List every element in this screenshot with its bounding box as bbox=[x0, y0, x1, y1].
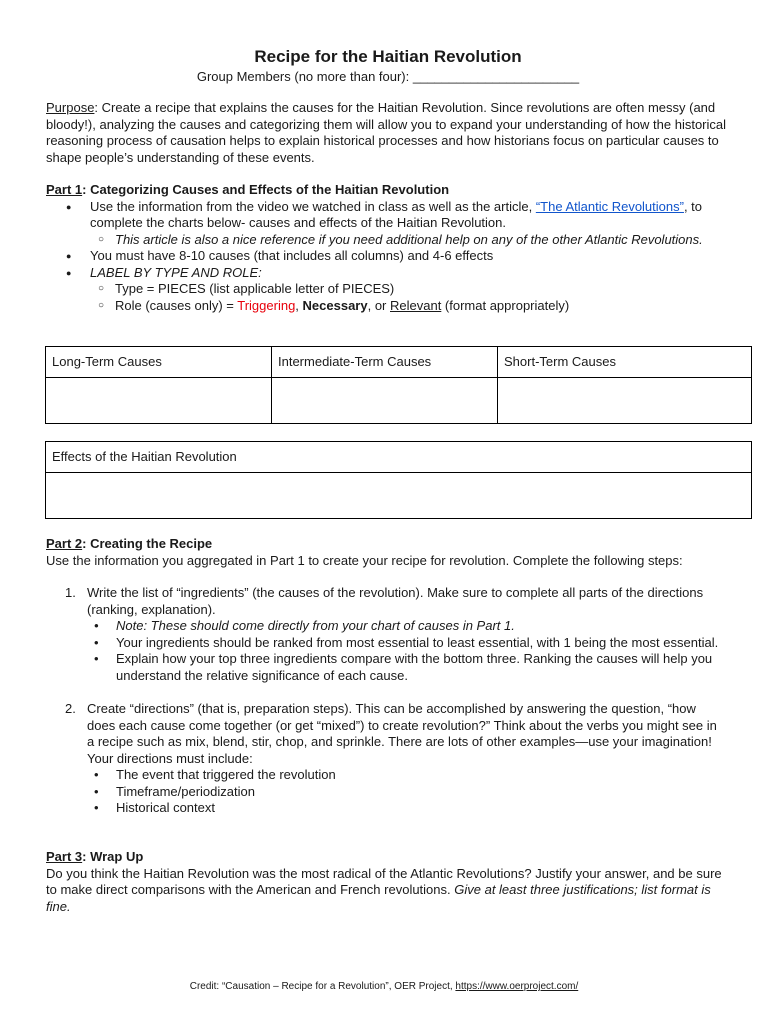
step-2-bullets bbox=[87, 767, 726, 817]
part1-bullet-article bbox=[90, 199, 726, 249]
type-subbullet: ○ Type = PIECES (list applicable letter of PIECES) bbox=[115, 281, 726, 298]
step-1-bullets bbox=[87, 618, 726, 684]
long-term-header: Long-Term Causes bbox=[46, 347, 272, 378]
part2-steps bbox=[46, 585, 726, 817]
part1-subbullets bbox=[90, 232, 726, 249]
part1-sub-reference: ○ This article is also a nice reference if you need additional help on any of the other Atlantic Revolutions. bbox=[115, 232, 726, 249]
purpose-paragraph bbox=[46, 100, 726, 166]
step-number: 1. bbox=[65, 585, 76, 600]
part1-heading-text: : Categorizing Causes and Effects of the Haitian Revolution bbox=[82, 182, 450, 197]
part1-bullet-label bbox=[90, 265, 726, 315]
effects-table bbox=[45, 441, 752, 519]
role-necessary: Necessary bbox=[302, 297, 368, 313]
part3-instruction: Give at least three justifications; list format is fine. bbox=[46, 882, 711, 914]
short-term-cell[interactable] bbox=[498, 378, 752, 424]
separator: , bbox=[295, 297, 303, 313]
step-1-explain: • Explain how your top three ingredients compare with the bottom three. Ranking the causes will help you understand the relative significance of each cause. bbox=[116, 651, 726, 684]
part2-heading bbox=[46, 536, 726, 553]
part1-heading bbox=[46, 182, 726, 199]
role-relevant: Relevant bbox=[390, 297, 442, 313]
intermediate-term-cell[interactable] bbox=[272, 378, 498, 424]
part1-label: Part 1 bbox=[46, 182, 83, 197]
steps-list bbox=[46, 585, 726, 817]
causes-input-row bbox=[46, 378, 752, 424]
step-2-trigger: • The event that triggered the revolution bbox=[116, 767, 726, 784]
atlantic-revolutions-link[interactable]: “The Atlantic Revolutions” bbox=[535, 198, 684, 214]
part2-intro: Use the information you aggregated in Part 1 to create your recipe for revolution. Complete the following steps: bbox=[46, 552, 683, 568]
step-2-timeframe: • Timeframe/periodization bbox=[116, 784, 726, 801]
part3-text bbox=[46, 866, 726, 916]
effects-cell[interactable] bbox=[46, 473, 752, 519]
part2-section bbox=[46, 536, 726, 569]
step-2-context: • Historical context bbox=[116, 800, 726, 817]
step-number: 2. bbox=[65, 701, 76, 716]
intermediate-term-header: Intermediate-Term Causes bbox=[272, 347, 498, 378]
role-prefix: Role (causes only) = bbox=[115, 297, 238, 313]
label-instruction: LABEL BY TYPE AND ROLE: bbox=[90, 264, 262, 280]
step-1-text: Write the list of “ingredients” (the causes of the revolution). Make sure to complete all parts of the directions (ranking, explanation). bbox=[87, 585, 704, 617]
role-triggering: Triggering bbox=[237, 297, 296, 313]
purpose-label: Purpose bbox=[46, 100, 95, 115]
bullet-text: , to complete the charts below- causes and effects of the Haitian Revolution. bbox=[90, 198, 703, 230]
oer-project-link[interactable]: https://www.oerproject.com/ bbox=[455, 981, 579, 992]
part3-label: Part 3 bbox=[46, 849, 83, 864]
role-subbullet bbox=[115, 298, 726, 315]
part3-heading-text: : Wrap Up bbox=[82, 849, 144, 864]
step-2 bbox=[65, 701, 726, 817]
part2-label: Part 2 bbox=[46, 536, 83, 551]
separator: , or bbox=[367, 297, 390, 313]
part3-heading bbox=[46, 849, 726, 866]
step-2-text: Create “directions” (that is, preparation steps). This can be accomplished by answering the question, “how does each cause come together (or get “mixed”) to create revolution?” Think about the verbs you might see in a recipe such as mix, blend, stir, chop, and sprinkle. There are lots of other examples—use your imagination! Your directions must include: bbox=[87, 701, 717, 766]
long-term-cell[interactable] bbox=[46, 378, 272, 424]
part3-section bbox=[46, 849, 726, 915]
short-term-header: Short-Term Causes bbox=[498, 347, 752, 378]
effects-header-row bbox=[46, 442, 752, 473]
part1-section bbox=[46, 182, 726, 314]
part1-bullet-count: ● You must have 8-10 causes (that includes all columns) and 4-6 effects bbox=[90, 248, 726, 265]
credit-footer bbox=[0, 979, 768, 996]
credit-text: Credit: “Causation – Recipe for a Revolution”, OER Project, bbox=[189, 981, 456, 992]
group-members-line: Group Members (no more than four): _______________________ bbox=[196, 69, 580, 84]
bullet-text: Use the information from the video we watched in class as well as the article, bbox=[90, 198, 536, 214]
causes-header-row bbox=[46, 347, 752, 378]
page-title: Recipe for the Haitian Revolution bbox=[254, 47, 522, 66]
step-1-ranking: • Your ingredients should be ranked from most essential to least essential, with 1 being the most essential. bbox=[116, 635, 726, 652]
part3-question: Do you think the Haitian Revolution was the most radical of the Atlantic Revolutions? Justify your answer, and be sure to make direct comparisons with the American and French revolutions. bbox=[46, 865, 722, 897]
causes-table bbox=[45, 346, 752, 424]
role-suffix: (format appropriately) bbox=[441, 297, 570, 313]
effects-input-row bbox=[46, 473, 752, 519]
part1-instructions bbox=[46, 199, 726, 315]
part2-heading-text: : Creating the Recipe bbox=[82, 536, 213, 551]
step-1 bbox=[65, 585, 726, 684]
effects-header: Effects of the Haitian Revolution bbox=[46, 442, 752, 473]
label-subbullets bbox=[90, 281, 726, 314]
step-1-note: • Note: These should come directly from your chart of causes in Part 1. bbox=[116, 618, 726, 635]
purpose-text: : Create a recipe that explains the causes for the Haitian Revolution. Since revolutions are often messy (and bloody!), analyzing the causes and categorizing them will allow you to expand your understanding of how the historical reasoning process of causation helps to explain historical processes and how historians focus on particular causes to shape people’s understanding of these events. bbox=[46, 100, 727, 165]
